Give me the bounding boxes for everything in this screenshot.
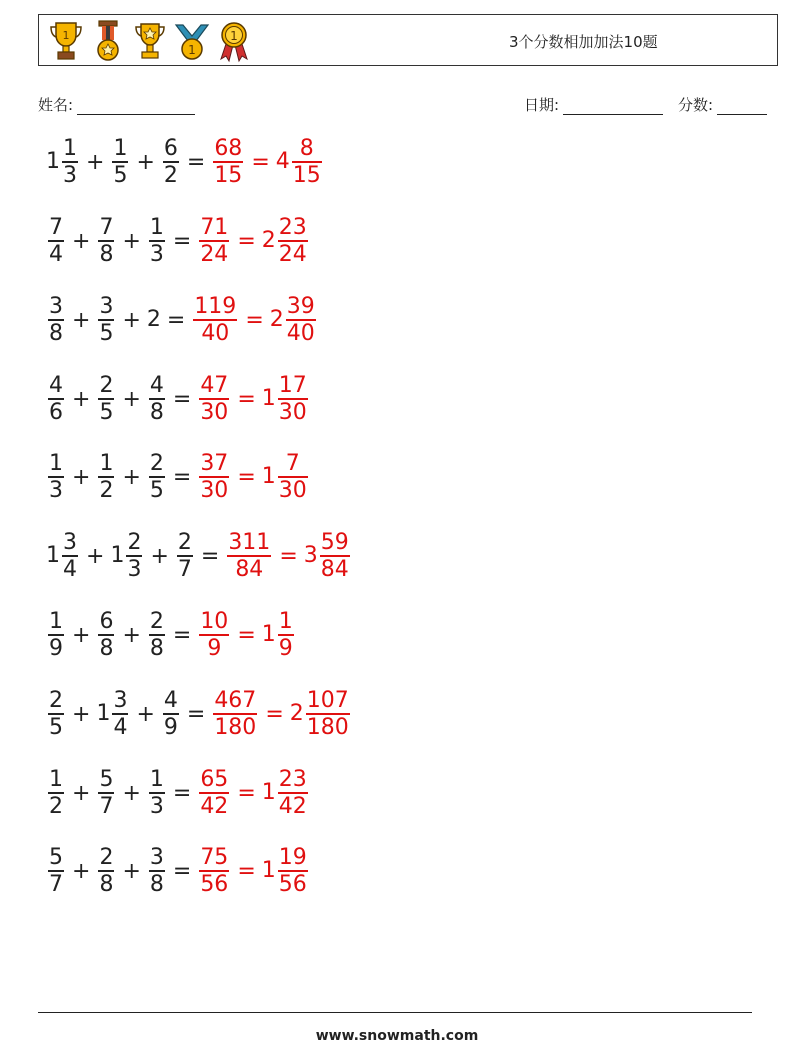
term-whole: 1 (46, 149, 60, 174)
improper-answer-fraction (199, 373, 229, 425)
star-trophy-icon (131, 19, 169, 63)
term-fraction (48, 688, 64, 740)
term-numerator: 2 (127, 529, 142, 555)
plus-sign: + (86, 543, 105, 569)
plus-sign: + (122, 858, 141, 884)
term-denominator: 4 (113, 714, 128, 740)
improper-answer-fraction (199, 767, 229, 819)
term-whole: 1 (46, 543, 60, 568)
term-denominator: 2 (163, 162, 178, 188)
improper-answer-denominator: 30 (200, 477, 229, 503)
improper-answer-numerator: 47 (200, 372, 229, 398)
equals-sign: = (172, 464, 192, 490)
mixed-answer-denominator: 24 (278, 241, 307, 267)
term-denominator: 3 (127, 556, 142, 582)
mixed-answer-whole: 2 (289, 701, 304, 726)
answer (197, 451, 309, 503)
term-denominator: 8 (49, 320, 63, 346)
improper-answer-numerator: 311 (228, 529, 271, 555)
term-numerator: 3 (63, 529, 77, 555)
term-fraction (149, 609, 165, 661)
term-denominator: 8 (149, 399, 164, 425)
term-whole: 1 (96, 701, 111, 726)
score-label: 分数: (678, 96, 714, 114)
term-denominator: 3 (149, 793, 164, 819)
equals-sign: = (237, 228, 256, 254)
problem-row (46, 526, 352, 586)
footer-divider (38, 1012, 752, 1013)
plus-sign: + (72, 858, 91, 884)
mixed-answer-denominator: 30 (278, 477, 307, 503)
improper-answer-denominator: 180 (214, 714, 257, 740)
term-denominator: 9 (49, 635, 63, 661)
term-denominator: 8 (99, 871, 114, 897)
svg-text:1: 1 (188, 43, 196, 57)
improper-answer-fraction (213, 136, 243, 188)
term-fraction (48, 451, 64, 503)
term-fraction (149, 451, 165, 503)
score-blank[interactable] (717, 100, 767, 115)
equals-sign: = (237, 780, 256, 806)
improper-answer-fraction (199, 451, 229, 503)
mixed-answer-fraction (278, 845, 308, 897)
answer (197, 215, 309, 267)
mixed-answer-fraction (278, 767, 308, 819)
term-numerator: 3 (149, 844, 164, 870)
improper-answer-fraction (213, 688, 257, 740)
term-numerator: 4 (163, 687, 178, 713)
term-numerator: 1 (49, 766, 63, 792)
plus-sign: + (122, 307, 141, 333)
improper-answer-denominator: 84 (235, 556, 264, 582)
term-fraction (98, 845, 114, 897)
improper-answer-numerator: 37 (200, 450, 229, 476)
term-denominator: 2 (99, 477, 114, 503)
mixed-answer-whole: 1 (261, 386, 276, 411)
term-numerator: 2 (99, 844, 114, 870)
answer (197, 767, 309, 819)
date-label: 日期: (524, 96, 560, 114)
plus-sign: + (122, 464, 141, 490)
answer (197, 845, 309, 897)
term-numerator: 2 (149, 608, 164, 634)
mixed-answer-denominator: 42 (278, 793, 307, 819)
plus-sign: + (72, 307, 91, 333)
improper-answer-fraction (193, 294, 237, 346)
term-numerator: 1 (149, 766, 164, 792)
svg-text:1: 1 (230, 29, 238, 43)
improper-answer-numerator: 68 (214, 135, 243, 161)
plus-sign: + (136, 149, 155, 175)
term-fraction (177, 530, 193, 582)
term-denominator: 7 (49, 871, 63, 897)
equals-sign: = (251, 149, 270, 175)
mixed-answer-denominator: 84 (320, 556, 349, 582)
term-fraction (62, 136, 78, 188)
mixed-answer-whole: 3 (303, 543, 318, 568)
term-fraction (126, 530, 142, 582)
answer (191, 294, 317, 346)
term-fraction (163, 688, 179, 740)
answer (211, 688, 351, 740)
equals-sign: = (279, 543, 298, 569)
mixed-answer-whole: 1 (261, 622, 276, 647)
term-denominator: 4 (49, 241, 63, 267)
improper-answer-fraction (199, 609, 229, 661)
term-fraction (62, 530, 78, 582)
term-numerator: 4 (149, 372, 164, 398)
equals-sign: = (245, 307, 264, 333)
improper-answer-numerator: 75 (200, 844, 229, 870)
term-whole: 1 (110, 543, 125, 568)
mixed-answer-numerator: 107 (306, 687, 349, 713)
term-numerator: 6 (99, 608, 114, 634)
term-fraction (98, 609, 114, 661)
mixed-answer-numerator: 23 (278, 766, 307, 792)
term-numerator: 3 (113, 687, 128, 713)
term-numerator: 5 (49, 844, 63, 870)
date-field (524, 94, 663, 115)
plus-sign: + (72, 386, 91, 412)
plus-sign: + (136, 701, 155, 727)
term-numerator: 2 (177, 529, 192, 555)
equals-sign: = (237, 858, 256, 884)
term-numerator: 1 (63, 135, 77, 161)
term-fraction (48, 215, 64, 267)
term-denominator: 4 (63, 556, 77, 582)
equals-sign: = (237, 464, 256, 490)
mixed-answer-numerator: 17 (278, 372, 307, 398)
term-denominator: 3 (149, 241, 164, 267)
term-fraction (98, 767, 114, 819)
name-field (38, 94, 195, 115)
term-fraction (149, 845, 165, 897)
plus-sign: + (122, 622, 141, 648)
term-fraction (98, 294, 114, 346)
term-denominator: 5 (99, 320, 114, 346)
mixed-answer-denominator: 40 (286, 320, 315, 346)
mixed-answer-whole: 1 (261, 858, 276, 883)
svg-text:1: 1 (62, 29, 70, 42)
answer (197, 373, 309, 425)
plus-sign: + (72, 701, 91, 727)
worksheet-header (38, 14, 778, 66)
name-label: 姓名: (38, 96, 74, 114)
icon-row (47, 19, 253, 63)
plus-sign: + (150, 543, 169, 569)
plus-sign: + (122, 780, 141, 806)
mixed-answer-numerator: 8 (299, 135, 314, 161)
improper-answer-numerator: 467 (214, 687, 257, 713)
mixed-answer-whole: 2 (269, 307, 284, 332)
mixed-answer-whole: 4 (275, 149, 290, 174)
improper-answer-fraction (199, 845, 229, 897)
term-fraction (98, 451, 114, 503)
term-whole: 2 (146, 307, 161, 332)
term-fraction (48, 767, 64, 819)
improper-answer-denominator: 15 (214, 162, 243, 188)
problem-row (46, 290, 318, 350)
mixed-answer-denominator: 180 (306, 714, 349, 740)
mixed-answer-denominator: 56 (278, 871, 307, 897)
term-denominator: 5 (149, 477, 164, 503)
equals-sign: = (172, 780, 192, 806)
mixed-answer-denominator: 30 (278, 399, 307, 425)
plus-sign: + (86, 149, 105, 175)
problem-row (46, 763, 310, 823)
term-numerator: 2 (49, 687, 63, 713)
term-fraction (149, 767, 165, 819)
improper-answer-denominator: 40 (201, 320, 230, 346)
term-fraction (149, 215, 165, 267)
improper-answer-denominator: 30 (200, 399, 229, 425)
term-denominator: 5 (49, 714, 63, 740)
mixed-answer-fraction (286, 294, 316, 346)
mixed-answer-fraction (278, 609, 294, 661)
term-denominator: 8 (149, 871, 164, 897)
equals-sign: = (172, 622, 192, 648)
term-numerator: 5 (99, 766, 114, 792)
problem-row (46, 369, 310, 429)
mixed-answer-fraction (320, 530, 350, 582)
term-numerator: 1 (149, 214, 164, 240)
term-numerator: 1 (99, 450, 114, 476)
mixed-answer-numerator: 23 (278, 214, 307, 240)
improper-answer-fraction (227, 530, 271, 582)
term-fraction (112, 688, 128, 740)
worksheet-title: 3个分数相加加法10题 (509, 33, 658, 51)
problem-row (46, 605, 296, 665)
term-denominator: 8 (149, 635, 164, 661)
answer (211, 136, 323, 188)
mixed-answer-whole: 1 (261, 780, 276, 805)
medal-icon (89, 19, 127, 63)
term-denominator: 9 (163, 714, 178, 740)
problem-row (46, 211, 310, 271)
improper-answer-denominator: 9 (207, 635, 222, 661)
term-numerator: 7 (49, 214, 63, 240)
improper-answer-denominator: 56 (200, 871, 229, 897)
term-denominator: 7 (99, 793, 114, 819)
score-field (678, 94, 767, 115)
date-blank[interactable] (563, 100, 663, 115)
term-denominator: 5 (113, 162, 128, 188)
equals-sign: = (186, 149, 206, 175)
problem-row (46, 841, 310, 901)
term-denominator: 3 (49, 477, 63, 503)
term-denominator: 8 (99, 635, 114, 661)
mixed-answer-denominator: 15 (292, 162, 321, 188)
rosette-medal-icon (215, 19, 253, 63)
problem-row (46, 132, 324, 192)
mixed-answer-fraction (278, 373, 308, 425)
answer (197, 609, 295, 661)
mixed-answer-whole: 1 (261, 464, 276, 489)
equals-sign: = (166, 307, 186, 333)
improper-answer-numerator: 65 (200, 766, 229, 792)
mixed-answer-numerator: 39 (286, 293, 315, 319)
mixed-answer-denominator: 9 (278, 635, 293, 661)
plus-sign: + (72, 228, 91, 254)
trophy-icon (47, 19, 85, 63)
improper-answer-numerator: 71 (200, 214, 229, 240)
problem-row (46, 684, 352, 744)
equals-sign: = (237, 386, 256, 412)
term-numerator: 3 (99, 293, 114, 319)
plus-sign: + (72, 464, 91, 490)
mixed-answer-whole: 2 (261, 228, 276, 253)
improper-answer-fraction (199, 215, 229, 267)
improper-answer-denominator: 42 (200, 793, 229, 819)
mixed-answer-fraction (278, 215, 308, 267)
improper-answer-denominator: 24 (200, 241, 229, 267)
term-denominator: 3 (63, 162, 77, 188)
term-denominator: 7 (177, 556, 192, 582)
plus-sign: + (122, 386, 141, 412)
term-fraction (163, 136, 179, 188)
term-fraction (48, 373, 64, 425)
equals-sign: = (172, 858, 192, 884)
plus-sign: + (122, 228, 141, 254)
equals-sign: = (172, 228, 192, 254)
term-numerator: 2 (149, 450, 164, 476)
equals-sign: = (265, 701, 284, 727)
term-denominator: 5 (99, 399, 114, 425)
equals-sign: = (237, 622, 256, 648)
term-denominator: 2 (49, 793, 63, 819)
term-numerator: 2 (99, 372, 114, 398)
improper-answer-numerator: 119 (194, 293, 237, 319)
term-fraction (98, 215, 114, 267)
term-numerator: 1 (49, 450, 63, 476)
mixed-answer-numerator: 1 (278, 608, 293, 634)
term-fraction (98, 373, 114, 425)
equals-sign: = (186, 701, 206, 727)
term-fraction (48, 294, 64, 346)
answer (225, 530, 351, 582)
term-fraction (48, 845, 64, 897)
footer-website: www.snowmath.com (315, 1028, 479, 1044)
problem-row (46, 447, 310, 507)
term-fraction (149, 373, 165, 425)
mixed-answer-numerator: 59 (320, 529, 349, 555)
term-numerator: 6 (163, 135, 178, 161)
equals-sign: = (200, 543, 220, 569)
plus-sign: + (72, 780, 91, 806)
term-numerator: 1 (49, 608, 63, 634)
mixed-answer-fraction (292, 136, 322, 188)
mixed-answer-fraction (278, 451, 308, 503)
term-denominator: 8 (99, 241, 114, 267)
mixed-answer-numerator: 7 (285, 450, 300, 476)
term-numerator: 4 (49, 372, 63, 398)
ribbon-medal-icon (173, 19, 211, 63)
mixed-answer-fraction (306, 688, 350, 740)
term-numerator: 1 (113, 135, 128, 161)
equals-sign: = (172, 386, 192, 412)
term-denominator: 6 (49, 399, 63, 425)
improper-answer-numerator: 10 (200, 608, 229, 634)
term-numerator: 7 (99, 214, 114, 240)
term-numerator: 3 (49, 293, 63, 319)
mixed-answer-numerator: 19 (278, 844, 307, 870)
term-fraction (48, 609, 64, 661)
plus-sign: + (72, 622, 91, 648)
name-blank[interactable] (77, 100, 195, 115)
term-fraction (112, 136, 128, 188)
